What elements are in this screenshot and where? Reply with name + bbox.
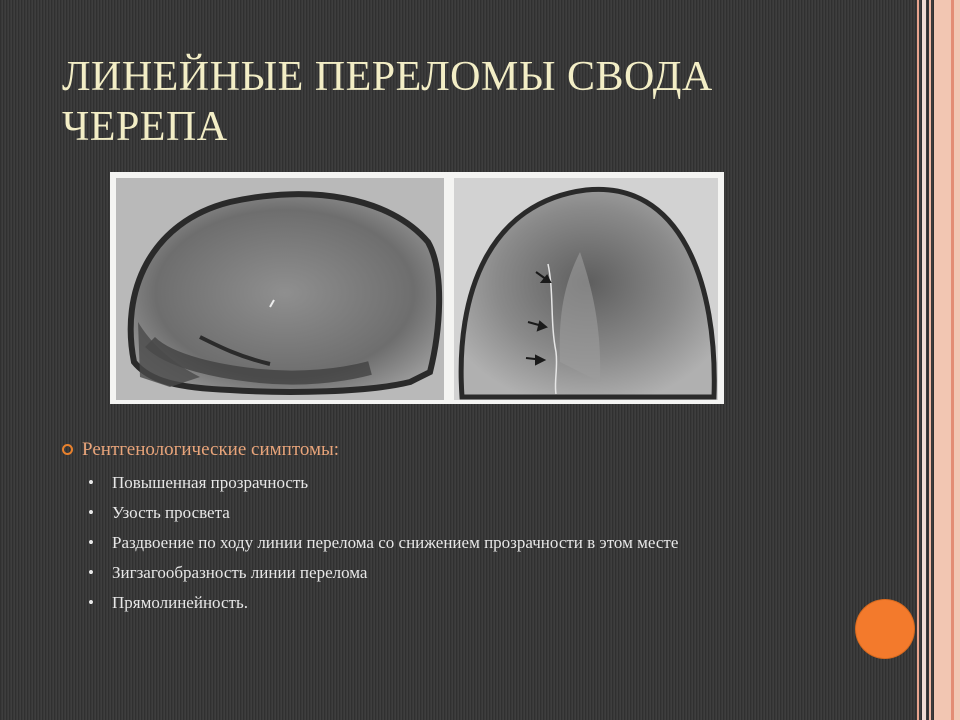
right-border-line bbox=[929, 0, 931, 720]
xray-images bbox=[110, 172, 724, 404]
ring-bullet-icon bbox=[62, 444, 73, 455]
symptoms-heading-text: Рентгенологические симптомы: bbox=[82, 439, 340, 460]
list-item bbox=[88, 530, 708, 556]
dot-bullet-icon: • bbox=[88, 503, 94, 522]
decorative-orange-circle bbox=[856, 600, 914, 658]
list-item-text: Прямолинейность. bbox=[112, 593, 248, 612]
right-border-line bbox=[917, 0, 919, 720]
slide-title: ЛИНЕЙНЫЕ ПЕРЕЛОМЫ СВОДА ЧЕРЕПА bbox=[62, 54, 713, 150]
list-item bbox=[88, 470, 708, 496]
right-border-line bbox=[922, 0, 926, 720]
dot-bullet-icon: • bbox=[88, 593, 94, 612]
list-item bbox=[88, 590, 708, 616]
skull-xray-illustration bbox=[110, 172, 724, 404]
list-item-text: Узость просвета bbox=[112, 503, 230, 522]
symptoms-list bbox=[88, 470, 708, 620]
list-item bbox=[88, 500, 708, 526]
symptoms-heading bbox=[62, 438, 762, 462]
list-item bbox=[88, 560, 708, 586]
list-item-text: Зигзагообразность линии перелома bbox=[112, 563, 368, 582]
list-item-text: Повышенная прозрачность bbox=[112, 473, 309, 492]
dot-bullet-icon: • bbox=[88, 473, 94, 492]
right-border-line bbox=[951, 0, 954, 720]
right-border-band bbox=[934, 0, 960, 720]
dot-bullet-icon: • bbox=[88, 533, 94, 552]
list-item-text: Раздвоение по ходу линии перелома со снижением прозрачности в этом месте bbox=[112, 533, 679, 552]
dot-bullet-icon: • bbox=[88, 563, 94, 582]
